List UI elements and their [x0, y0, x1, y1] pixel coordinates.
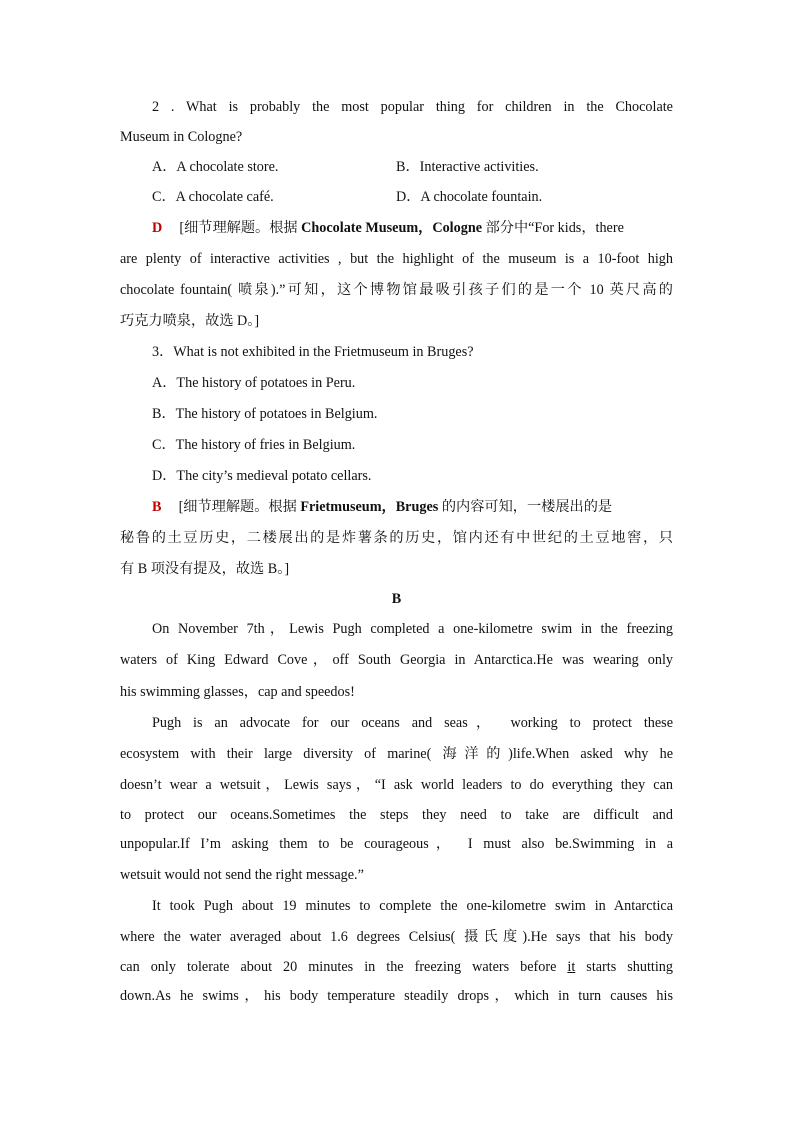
passage-p1-line3: his swimming glasses，cap and speedos! [120, 684, 355, 700]
passage-p1-line2: waters of King Edward Cove，off South Georgia in Antarctica.He was wearing only [120, 652, 673, 668]
passage-p2-line4: to protect our oceans.Sometimes the steps they need to take are difficult and [120, 807, 673, 823]
passage-p3-line2: where the water averaged about 1.6 degrees Celsius( 摄氏度).He says that his body [120, 929, 673, 945]
q3-stem: 3．What is not exhibited in the Frietmuseum in Bruges? [152, 344, 474, 360]
q2-explanation-line1 [152, 218, 624, 238]
q3-answer: B [152, 499, 162, 515]
q2-answer: D [152, 220, 163, 236]
q2-stem-line2: Museum in Cologne? [120, 129, 243, 145]
passage-p3-line4: down.As he swims，his body temperature steadily drops，which in turn causes his [120, 988, 673, 1004]
q3-exp-suffix: 的内容可知，一楼展出的是 [438, 499, 613, 515]
passage-p3-line3 [120, 957, 673, 977]
q3-explanation-line2: 秘鲁的土豆历史，二楼展出的是炸薯条的历史，馆内还有中世纪的土豆地窖，只 [120, 530, 673, 546]
q3-exp-prefix: [细节理解题。根据 [178, 499, 301, 515]
q3-option-c: C．The history of fries in Belgium. [152, 437, 356, 453]
q2-exp-suffix: 部分中“For kids，there [482, 220, 624, 236]
underlined-word: it [567, 959, 576, 975]
q2-explanation-line4: 巧克力喷泉，故选 D。] [120, 313, 260, 329]
section-title: B [391, 591, 402, 607]
passage-p2-line6: wetsuit would not send the right message.” [120, 867, 364, 883]
p3-line3-pre: can only tolerate about 20 minutes in the freezing waters before [120, 959, 568, 975]
passage-p2-line3: doesn’t wear a wetsuit，Lewis says，“I ask world leaders to do everything they can [120, 777, 673, 793]
q3-option-d: D．The city’s medieval potato cellars. [152, 468, 372, 484]
q2-stem-line1: 2 . What is probably the most popular thing for children in the Chocolate [152, 99, 673, 115]
passage-p2-line2: ecosystem with their large diversity of marine( 海洋的)life.When asked why he [120, 746, 673, 762]
q2-option-c: C．A chocolate café. [152, 189, 274, 205]
passage-p1-line1: On November 7th，Lewis Pugh completed a one-kilometre swim in the freezing [152, 621, 673, 637]
q2-explanation-line3: chocolate fountain( 喷泉).”可知，这个博物馆最吸引孩子们的是一个 10 英尺高的 [120, 282, 673, 298]
q3-option-b: B．The history of potatoes in Belgium. [152, 406, 378, 422]
q2-option-d: D．A chocolate fountain. [396, 189, 543, 205]
q3-exp-source: Frietmuseum，Bruges [300, 499, 439, 515]
q3-explanation-line1 [152, 497, 612, 517]
q3-option-a: A．The history of potatoes in Peru. [152, 375, 356, 391]
q2-option-b: B．Interactive activities. [396, 159, 539, 175]
passage-p2-line5: unpopular.If I’m asking them to be courageous， I must also be.Swimming in a [120, 836, 673, 852]
passage-p2-line1: Pugh is an advocate for our oceans and seas， working to protect these [152, 715, 673, 731]
q2-option-a: A．A chocolate store. [152, 159, 279, 175]
q2-exp-source: Chocolate Museum，Cologne [301, 220, 483, 236]
q3-explanation-line3: 有 B 项没有提及，故选 B。] [120, 561, 290, 577]
q2-exp-prefix: [细节理解题。根据 [179, 220, 302, 236]
p3-line3-post: starts shutting [575, 959, 673, 975]
q2-explanation-line2: are plenty of interactive activities , but the highlight of the museum is a 10-foot high [120, 251, 673, 267]
passage-p3-line1: It took Pugh about 19 minutes to complete the one-kilometre swim in Antarctica [152, 898, 673, 914]
